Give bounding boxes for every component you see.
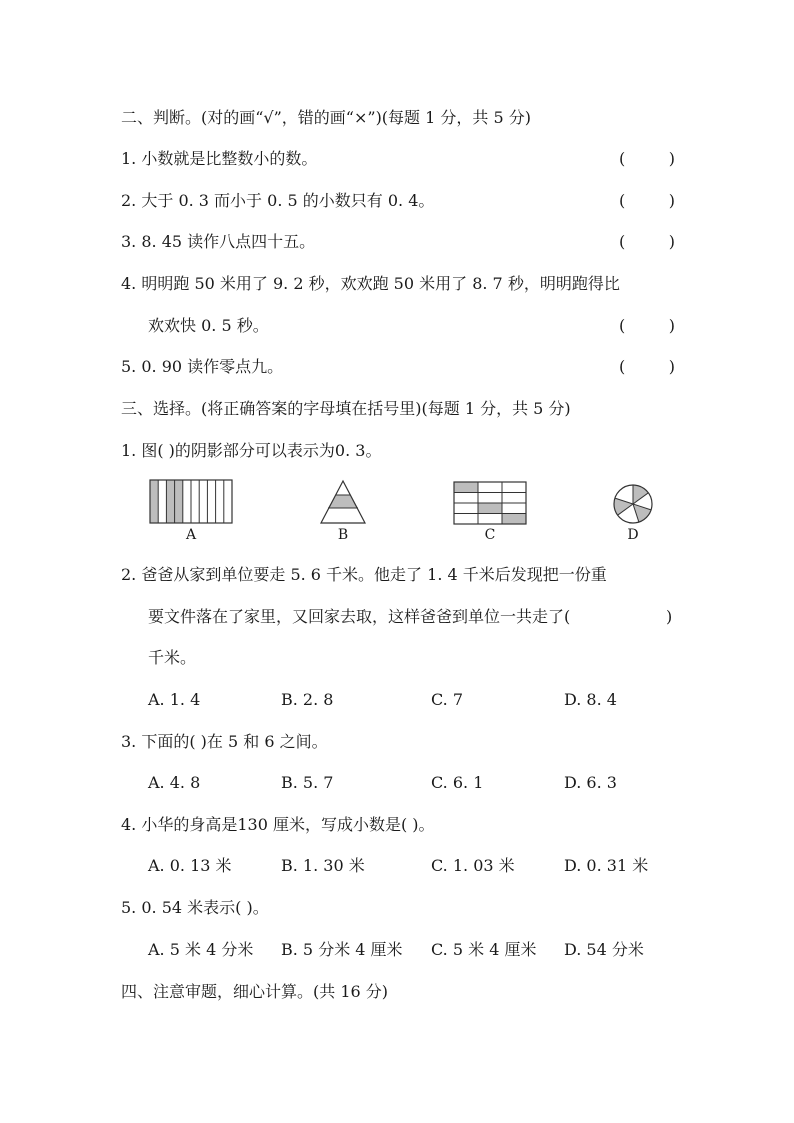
judge-item-2: 2. 大于 0. 3 而小于 0. 5 的小数只有 0. 4。 ( ) [121, 191, 675, 210]
option-b[interactable]: B. 5 分米 4 厘米 [281, 940, 403, 959]
section-2-header: 二、判断。(对的画“√”，错的画“×”)(每题 1 分，共 5 分) [121, 108, 531, 127]
option-c[interactable]: C. 6. 1 [431, 773, 484, 792]
choice-q1: 1. 图( )的阴影部分可以表示为0. 3。 [121, 441, 382, 460]
judge-item-4: 4. 明明跑 50 米用了 9. 2 秒，欢欢跑 50 米用了 8. 7 秒，明明跑得比 [121, 274, 620, 293]
option-d[interactable]: D. 8. 4 [564, 690, 617, 709]
choice-q5-options [0, 935, 794, 965]
choice-q4: 4. 小华的身高是130 厘米，写成小数是( )。 [121, 815, 435, 834]
option-b[interactable]: B. 2. 8 [281, 690, 334, 709]
option-a[interactable]: A. 5 米 4 分米 [148, 940, 254, 959]
choice-q4-options [0, 851, 794, 881]
judge-item-1: 1. 小数就是比整数小的数。 ( ) [121, 149, 675, 168]
choice-q3: 3. 下面的( )在 5 和 6 之间。 [121, 732, 328, 751]
judge-item-4-cont: 欢欢快 0. 5 秒。 ( ) [148, 316, 675, 335]
figure-label-b: B [337, 527, 349, 543]
judge-item-3: 3. 8. 45 读作八点四十五。 ( ) [121, 232, 675, 251]
option-d[interactable]: D. 0. 31 米 [564, 856, 649, 875]
figure-c-grid [453, 481, 527, 525]
figure-b-triangle [318, 479, 368, 525]
option-b[interactable]: B. 1. 30 米 [281, 856, 365, 875]
option-a[interactable]: A. 1. 4 [148, 690, 201, 709]
section-4-header: 四、注意审题，细心计算。(共 16 分) [121, 982, 389, 1001]
option-c[interactable]: C. 7 [431, 690, 464, 709]
judge-item-5: 5. 0. 90 读作零点九。 ( ) [121, 357, 675, 376]
option-d[interactable]: D. 6. 3 [564, 773, 617, 792]
figure-a-striped-rectangle [149, 479, 235, 525]
choice-q2-options [0, 685, 794, 715]
option-a[interactable]: A. 0. 13 米 [148, 856, 232, 875]
choice-q5: 5. 0. 54 米表示( )。 [121, 898, 269, 917]
option-a[interactable]: A. 4. 8 [148, 773, 201, 792]
section-3-header: 三、选择。(将正确答案的字母填在括号里)(每题 1 分，共 5 分) [121, 399, 571, 418]
option-c[interactable]: C. 5 米 4 厘米 [431, 940, 537, 959]
figure-label-c: C [484, 527, 496, 543]
option-d[interactable]: D. 54 分米 [564, 940, 644, 959]
choice-q3-options [0, 768, 794, 798]
option-c[interactable]: C. 1. 03 米 [431, 856, 515, 875]
figure-d-pie [611, 483, 655, 525]
choice-q2-line1: 2. 爸爸从家到单位要走 5. 6 千米。他走了 1. 4 千米后发现把一份重 [121, 565, 607, 584]
choice-q2-line3: 千米。 [148, 648, 197, 667]
choice-q2-line2: 要文件落在了家里，又回家去取，这样爸爸到单位一共走了( ) [148, 607, 673, 626]
option-b[interactable]: B. 5. 7 [281, 773, 334, 792]
figure-label-d: D [627, 527, 639, 543]
figure-label-a: A [185, 527, 197, 543]
